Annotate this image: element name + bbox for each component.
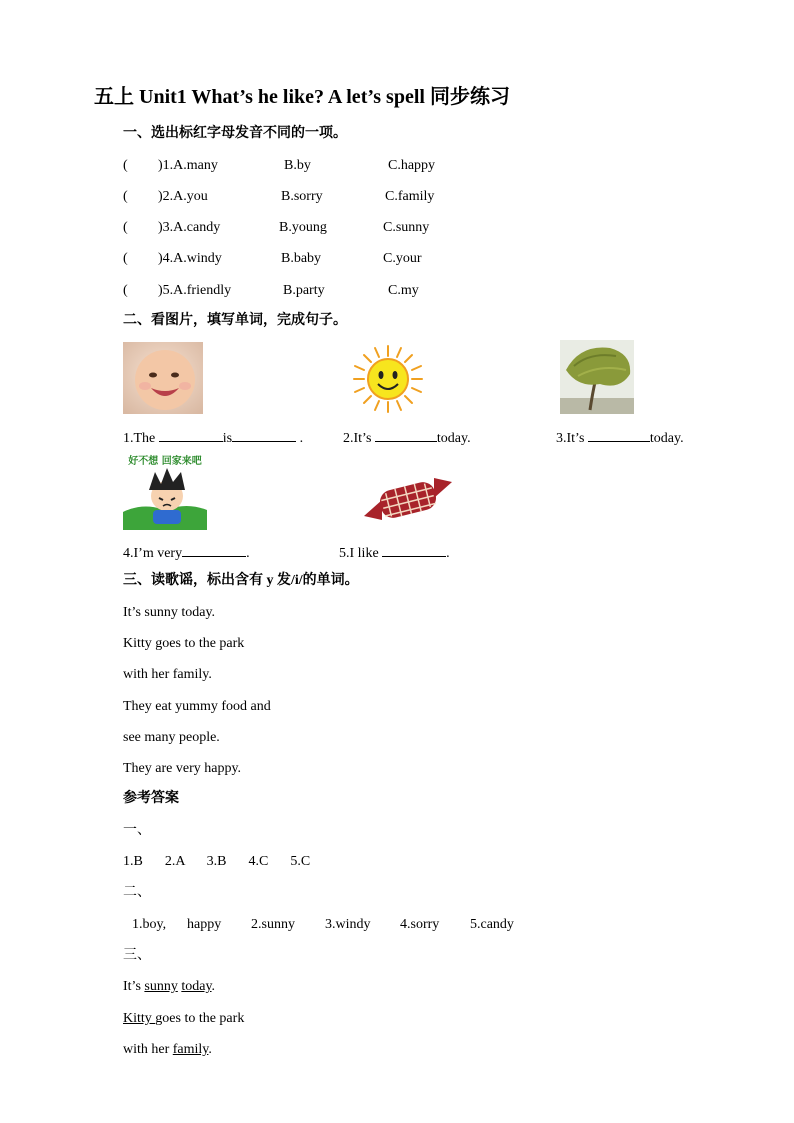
answers-s2-item-4: 3.windy: [325, 917, 371, 932]
q1-paren: (: [123, 158, 128, 173]
fill-q5: 5.I like .: [339, 546, 450, 561]
q3-option-c: C.sunny: [383, 220, 430, 235]
chant-line-6: They are very happy.: [123, 761, 242, 776]
q4-option-b: B.baby: [281, 251, 322, 266]
fill-q3: 3.It’s today.: [556, 431, 684, 446]
blank-3[interactable]: [588, 429, 650, 442]
chant-line-5: see many people.: [123, 730, 220, 745]
blank-1b[interactable]: [232, 429, 296, 442]
q5-paren: (: [123, 283, 128, 298]
sticker-text: 好不想 回家来吧: [128, 456, 202, 467]
q5-option-b: B.party: [283, 283, 325, 298]
q3-option-b: B.young: [279, 220, 327, 235]
q2-option-b: B.sorry: [281, 189, 323, 204]
q4-option-c: C.your: [383, 251, 422, 266]
answers-s2-label: 二、: [123, 885, 151, 900]
chant-line-2: Kitty goes to the park: [123, 636, 245, 651]
q3-option-a: )3.A.candy: [158, 220, 221, 235]
blank-1a[interactable]: [159, 429, 223, 442]
q2-option-c: C.family: [385, 189, 435, 204]
fill-q4: 4.I’m very .: [123, 546, 250, 561]
page-title: 五上 Unit1 What’s he like? A let’s spell 同步练习: [94, 86, 510, 108]
answers-s1: 1.B 2.A 3.B 4.C 5.C: [123, 854, 311, 869]
answers-s3-line-2: Kitty goes to the park: [123, 1011, 245, 1026]
q1-option-b: B.by: [284, 158, 311, 173]
fill-q2: 2.It’s today.: [343, 431, 471, 446]
answers-s3-line-3: with her family.: [123, 1042, 212, 1057]
blank-2[interactable]: [375, 429, 437, 442]
blank-5[interactable]: [382, 544, 446, 557]
sun-picture: [352, 344, 424, 414]
q2-paren: (: [123, 189, 128, 204]
answers-s3-line-1: It’s sunny today.: [123, 979, 216, 994]
chant-line-1: It’s sunny today.: [123, 605, 216, 620]
answers-s2-item-2: happy: [187, 917, 222, 932]
answers-s2-item-3: 2.sunny: [251, 917, 295, 932]
q3-paren: (: [123, 220, 128, 235]
q2-option-a: )2.A.you: [158, 189, 208, 204]
blank-4[interactable]: [182, 544, 246, 557]
fill-q1: 1.The is .: [123, 431, 304, 446]
answers-s2-item-1: 1.boy,: [132, 917, 167, 932]
q1-option-c: C.happy: [388, 158, 436, 173]
answers-heading: 参考答案: [123, 791, 179, 806]
q5-option-c: C.my: [388, 283, 419, 298]
answers-s3-label: 三、: [123, 948, 151, 963]
candy-picture: [360, 470, 456, 528]
q5-option-a: )5.A.friendly: [158, 283, 232, 298]
chant-line-4: They eat yummy food and: [123, 699, 271, 714]
section1-heading: 一、选出标红字母发音不同的一项。: [123, 126, 347, 141]
chant-line-3: with her family.: [123, 667, 212, 682]
answers-s1-label: 一、: [123, 823, 151, 838]
answers-s2-item-6: 5.candy: [470, 917, 514, 932]
section3-heading: 三、读歌谣，标出含有 y 发/i/的单词。: [123, 573, 359, 588]
sad-boy-picture: [123, 452, 207, 530]
q4-option-a: )4.A.windy: [158, 251, 222, 266]
baby-picture: [123, 342, 203, 414]
windy-tree-picture: [560, 340, 634, 414]
q4-paren: (: [123, 251, 128, 266]
answers-s2-item-5: 4.sorry: [400, 917, 440, 932]
q1-option-a: )1.A.many: [158, 158, 218, 173]
section2-heading: 二、看图片，填写单词，完成句子。: [123, 313, 347, 328]
